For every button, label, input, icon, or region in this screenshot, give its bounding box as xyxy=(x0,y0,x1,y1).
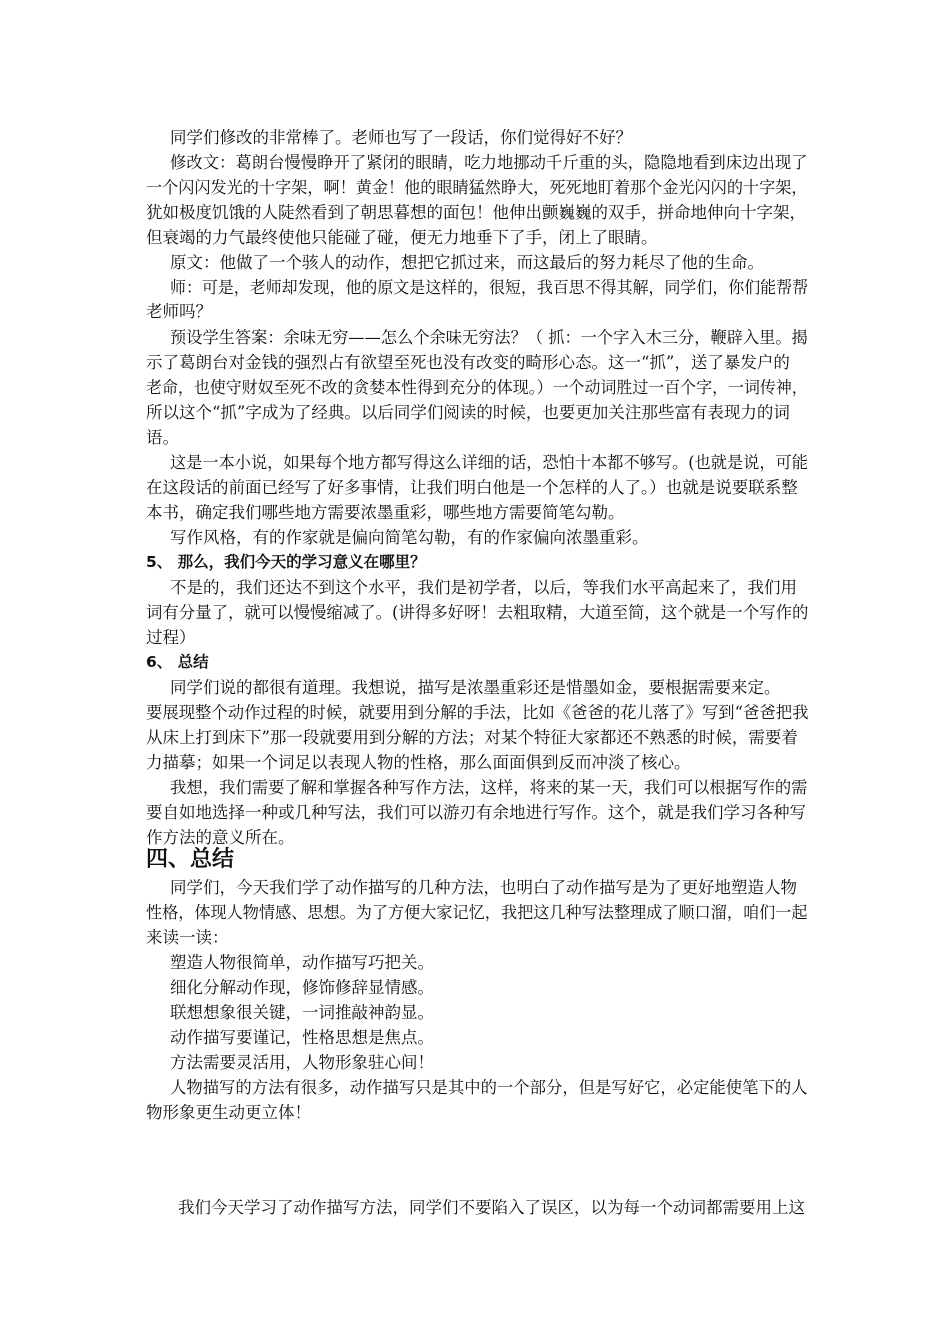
paragraph-line: 我们今天学习了动作描写方法，同学们不要陷入了误区，以为每一个动词都需要用上这 xyxy=(178,1198,805,1217)
paragraph-line: 人物描写的方法有很多，动作描写只是其中的一个部分，但是写好它，必定能使笔下的人 xyxy=(170,1078,808,1097)
paragraph-line: 同学们说的都很有道理。我想说，描写是浓墨重彩还是惜墨如金，要根据需要来定。 xyxy=(170,678,781,697)
verse-line: 方法需要灵活用，人物形象驻心间！ xyxy=(170,1053,434,1072)
paragraph-line: 来读一读： xyxy=(146,928,229,947)
paragraph-line: 修改文：葛朗台慢慢睁开了紧闭的眼睛，吃力地挪动千斤重的头，隐隐地看到床边出现了 xyxy=(170,153,808,172)
paragraph-line: 不是的，我们还达不到这个水平，我们是初学者，以后，等我们水平高起来了，我们用 xyxy=(170,578,797,597)
paragraph-line: 一个闪闪发光的十字架，啊！黄金！他的眼睛猛然睁大，死死地盯着那个金光闪闪的十字架， xyxy=(146,178,808,197)
verse-line: 动作描写要谨记，性格思想是焦点。 xyxy=(170,1028,434,1047)
verse-line: 细化分解动作现，修饰修辞显情感。 xyxy=(170,978,434,997)
verse-line: 塑造人物很简单，动作描写巧把关。 xyxy=(170,953,434,972)
paragraph-line: 师：可是，老师却发现，他的原文是这样的，很短，我百思不得其解，同学们，你们能帮帮 xyxy=(170,278,809,297)
paragraph-line: 预设学生答案：余味无穷——怎么个余味无穷法？（ 抓：一个字入木三分，鞭辟入里。揭 xyxy=(170,328,808,347)
paragraph-line: 物形象更生动更立体！ xyxy=(146,1103,311,1122)
paragraph-line: 性格，体现人物情感、思想。为了方便大家记忆，我把这几种写法整理成了顺口溜，咱们一起 xyxy=(146,903,808,922)
paragraph-line: 老命，也使守财奴至死不改的贪婪本性得到充分的体现。）一个动词胜过一百个字，一词传神， xyxy=(146,378,808,397)
paragraph-line: 从床上打到床下”那一段就要用到分解的方法；对某个特征大家都还不熟悉的时候，需要着 xyxy=(146,728,798,747)
paragraph-line: 同学们，今天我们学了动作描写的几种方法，也明白了动作描写是为了更好地塑造人物 xyxy=(170,878,797,897)
paragraph-line: 老师吗？ xyxy=(146,302,212,321)
paragraph-line: 过程） xyxy=(146,628,196,647)
paragraph-line: 语。 xyxy=(146,428,179,447)
paragraph-line: 犹如极度饥饿的人陡然看到了朝思暮想的面包！他伸出颤巍巍的双手，拼命地伸向十字架， xyxy=(146,203,806,222)
paragraph-line: 这是一本小说，如果每个地方都写得这么详细的话，恐怕十本都不够写。(也就是说，可能 xyxy=(170,453,808,472)
section-heading-6: 6、 总结 xyxy=(146,653,209,671)
paragraph-line: 要展现整个动作过程的时候，就要用到分解的手法，比如《爸爸的花儿落了》写到“爸爸把我 xyxy=(146,703,809,722)
section-heading-5: 5、 那么，我们今天的学习意义在哪里？ xyxy=(146,553,426,571)
paragraph-line: 写作风格，有的作家就是偏向简笔勾勒，有的作家偏向浓墨重彩。 xyxy=(170,528,649,547)
paragraph-line: 原文：他做了一个骇人的动作，想把它抓过来，而这最后的努力耗尽了他的生命。 xyxy=(170,253,764,272)
paragraph-line: 但衰竭的力气最终使他只能碰了碰，便无力地垂下了手，闭上了眼睛。 xyxy=(146,228,658,247)
paragraph-line: 我想，我们需要了解和掌握各种写作方法，这样，将来的某一天，我们可以根据写作的需 xyxy=(170,778,808,797)
paragraph-line: 本书，确定我们哪些地方需要浓墨重彩，哪些地方需要简笔勾勒。 xyxy=(146,503,625,522)
paragraph-line: 作方法的意义所在。 xyxy=(146,828,295,847)
paragraph-line: 要自如地选择一种或几种写法，我们可以游刃有余地进行写作。这个，就是我们学习各种写 xyxy=(146,803,806,822)
paragraph-line: 力描摹；如果一个词足以表现人物的性格，那么面面俱到反而冲淡了核心。 xyxy=(146,753,691,772)
paragraph-line: 词有分量了，就可以慢慢缩减了。(讲得多好呀！去粗取精，大道至简，这个就是一个写作的 xyxy=(146,603,809,622)
paragraph-line: 同学们修改的非常棒了。老师也写了一段话，你们觉得好不好？ xyxy=(170,128,632,147)
verse-line: 联想想象很关键，一词推敲神韵显。 xyxy=(170,1003,434,1022)
chapter-heading: 四、总结 xyxy=(146,847,235,872)
paragraph-line: 所以这个“抓”字成为了经典。以后同学们阅读的时候，也要更加关注那些富有表现力的词 xyxy=(146,403,790,422)
paragraph-line: 示了葛朗台对金钱的强烈占有欲望至死也没有改变的畸形心态。这一“抓”，送了暴发户的 xyxy=(146,353,790,372)
paragraph-line: 在这段话的前面已经写了好多事情，让我们明白他是一个怎样的人了。）也就是说要联系整 xyxy=(146,478,798,497)
